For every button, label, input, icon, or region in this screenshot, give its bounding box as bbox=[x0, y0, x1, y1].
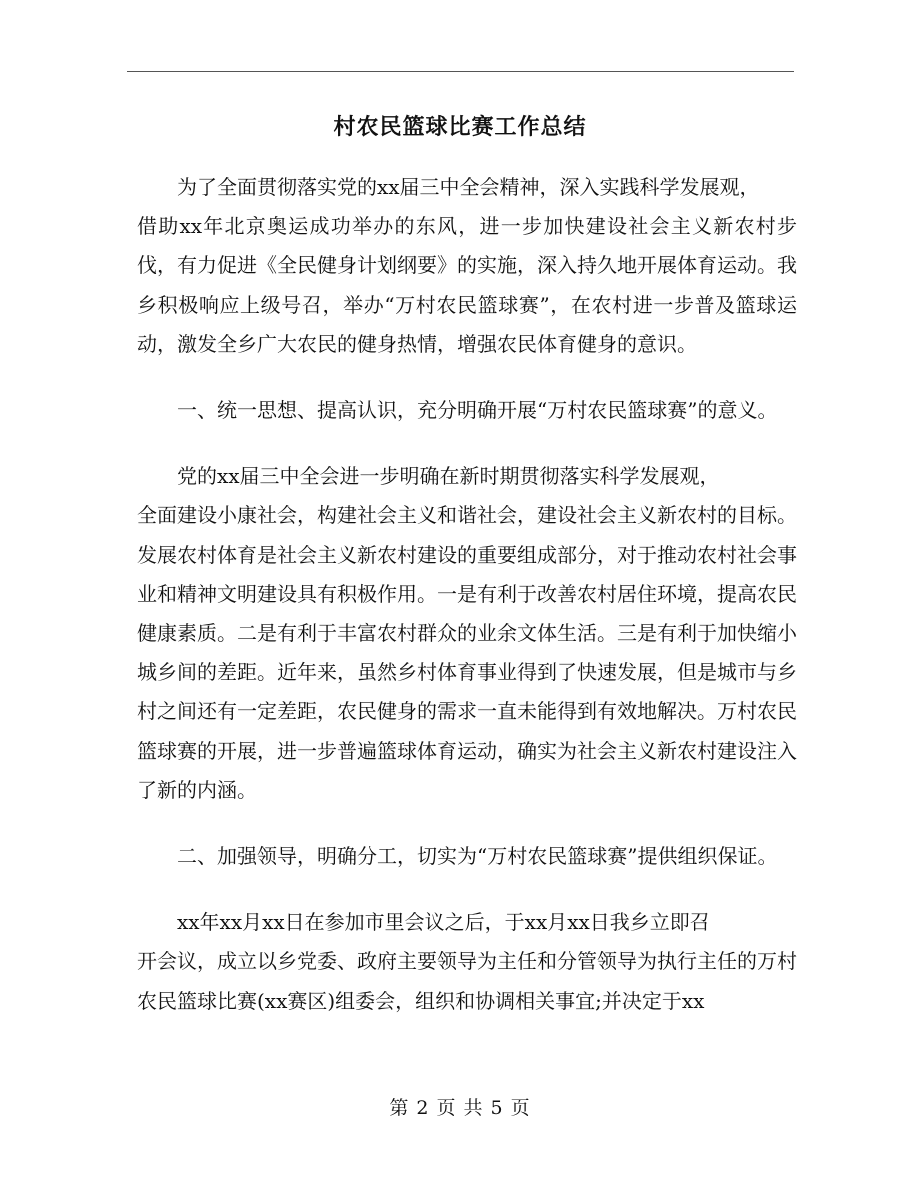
paragraph-section-2: xx年xx月xx日在参加市里会议之后，于xx月xx日我乡立即召 开会议，成立以乡党委、政府主要领导为主任和分管领导为执行主任的万村农民篮球比赛(xx赛区)组委会，组织和协调相关事宜;并决定于xx bbox=[137, 910, 797, 1013]
paragraph-intro: 为了全面贯彻落实党的xx届三中全会精神，深入实践科学发展观， 借助xx年北京奥运成功举办的东风，进一步加快建设社会主义新农村步伐，有力促进《全民健身计划纲要》的实施，深入持久地开展体育运动。我乡积极响应上级号召，举办“万村农民篮球赛”，在农村进一步普及篮球运动，激发全乡广大农民的健身热情，增强农民体育健身的意识。 bbox=[137, 175, 797, 356]
paragraph-section-1: 党的xx届三中全会进一步明确在新时期贯彻落实科学发展观， 全面建设小康社会，构建社会主义和谐社会，建设社会主义新农村的目标。发展农村体育是社会主义新农村建设的重要组成部分，对于推动农村社会事业和精神文明建设具有积极作用。一是有利于改善农村居住环境，提高农民健康素质。二是有利于丰富农村群众的业余文体生活。三是有利于加快缩小城乡间的差距。近年来，虽然乡村体育事业得到了快速发展，但是城市与乡村之间还有一定差距，农民健身的需求一直未能得到有效地解决。万村农民篮球赛的开展，进一步普遍篮球体育运动，确实为社会主义新农村建设注入了新的内涵。 bbox=[137, 464, 797, 802]
document-body bbox=[137, 168, 797, 1048]
page-number: 第 2 页 共 5 页 bbox=[389, 1097, 531, 1119]
document-title: 村农民篮球比赛工作总结 bbox=[333, 114, 587, 140]
header-rule bbox=[127, 71, 794, 72]
section-heading-2: 二、加强领导，明确分工，切实为“万村农民篮球赛”提供组织保证。 bbox=[177, 844, 778, 869]
section-heading-1: 一、统一思想、提高认识，充分明确开展“万村农民篮球赛”的意义。 bbox=[177, 398, 778, 423]
